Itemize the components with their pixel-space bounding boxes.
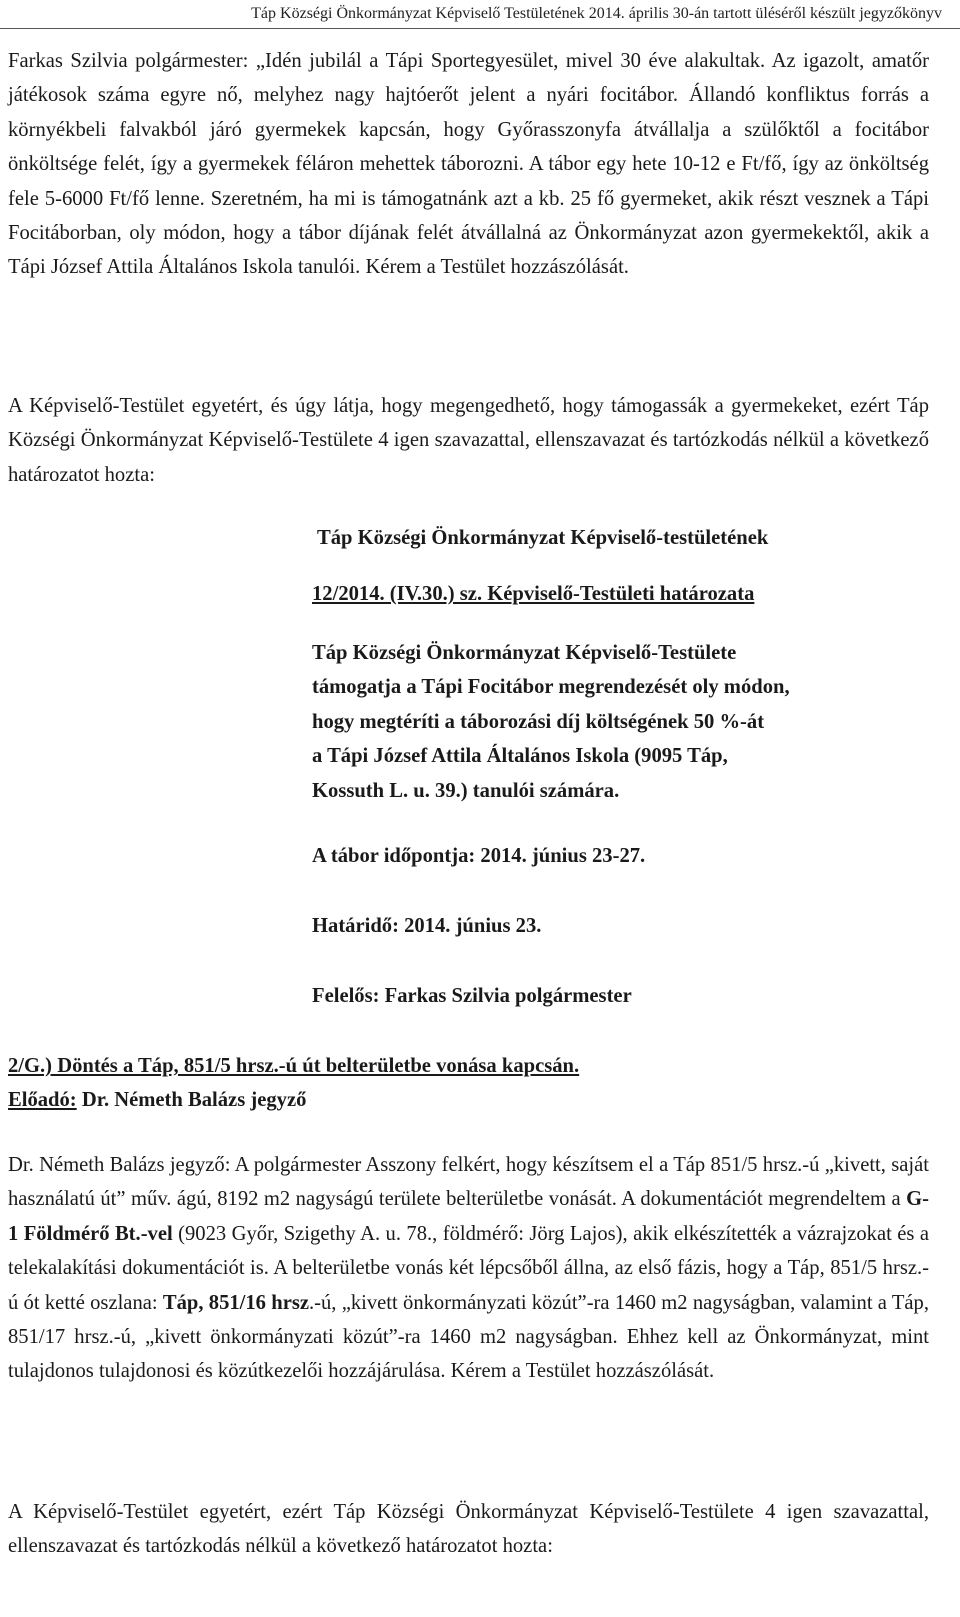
- surveyor-company: G-1 Földmérő Bt.-vel: [8, 1188, 929, 1245]
- council-decision-paragraph: A Képviselő-Testület egyetért, és úgy látja, hogy megengedhető, hogy támogassák a gyermekeket, ezért Táp Községi Önkormányzat Képviselő-Testülete 4 igen szavazattal, ellenszavazat és tartózkodás nélkül a következő határozatot hozta:: [8, 395, 929, 486]
- notary-text-a: Dr. Németh Balázs jegyző: A polgármester Asszony felkért, hogy készítsem el a Táp 851/5 hrsz.-ú „kivett, saját használatú út” műv. ágú, 8192 m2 nagyságú területe belterületbe vonását. A dokumentációt megrendeltem a: [8, 1154, 929, 1211]
- resolution-body-line: hogy megtéríti a táborozási díj költségének 50 %-át: [312, 710, 765, 733]
- resolution-body-line: támogatja a Tápi Focitábor megrendezését oly módon,: [312, 676, 790, 699]
- resolution-number: 12/2014. (IV.30.) sz. Képviselő-Testületi határozata: [312, 583, 755, 605]
- resolution-deadline: Határidő: 2014. június 23.: [312, 915, 542, 937]
- header-divider: [0, 28, 960, 29]
- camp-date: A tábor időpontja: 2014. június 23-27.: [312, 845, 646, 867]
- notary-text-b: (9023 Győr, Szigethy A. u. 78., földmérő: Jörg Lajos), akik elkészítették a vázrajzokat és a telekalakítási dokumentációt is. A belterületbe vonás két lépcsőből állna, az első fázis, hogy a Táp, 851/5 hrsz.-ú ót ketté oszlana:: [8, 1222, 929, 1314]
- parcel-number: Táp, 851/16 hrsz: [162, 1291, 309, 1314]
- resolution-title: Táp Községi Önkormányzat Képviselő-testületének: [317, 527, 769, 549]
- resolution-body-line: Táp Községi Önkormányzat Képviselő-Testülete: [312, 642, 737, 664]
- council-decision-paragraph-2: A Képviselő-Testület egyetért, ezért Táp Községi Önkormányzat Képviselő-Testülete 4 igen szavazattal, ellenszavazat és tartózkodás nélkül a következő határozatot hozta:: [8, 1501, 929, 1558]
- mayor-statement-paragraph: Farkas Szilvia polgármester: „Idén jubilál a Tápi Sportegyesület, mivel 30 éve alakultak. Az igazolt, amatőr játékosok száma egyre nő, melyhez nagy hajtóerőt jelent a nyári focitábor. Állandó konfliktus forrás a környékbeli falvakból járó gyermekek kapcsán, hogy Győrasszonyfa átvállalja a szülőktől a focitábor önköltsége felét, így a gyermekek féláron mehettek táborozni. A tábor egy hete 10-12 e Ft/fő, így az önköltség fele 5-6000 Ft/fő lenne. Szeretném, ha mi is támogatnánk azt a kb. 25 fő gyermeket, akik részt vesznek a Tápi Focitáborban, oly módon, hogy a tábor díjának felét átvállalná az Önkormányzat azon gyermekektől, akik a Tápi József Attila Általános Iskola tanulói. Kérem a Testület hozzászólását.: [8, 50, 929, 279]
- notary-statement-paragraph: [8, 1148, 929, 1389]
- resolution-body: [312, 636, 790, 808]
- presenter-label: Előadó:: [8, 1089, 77, 1111]
- notary-text-c: .-ú, „kivett önkormányzati közút”-ra 1460 m2 nagyságban, valamint a Táp, 851/17 hrsz.-ú, „kivett önkormányzati közút”-ra 1460 m2 nagyságban. Ehhez kell az Önkormányzat, mint tulajdonos tulajdonosi és közútkezelői hozzájárulása. Kérem a Testület hozzászólását.: [8, 1291, 929, 1383]
- resolution-body-line: Kossuth L. u. 39.) tanulói számára.: [312, 779, 620, 802]
- resolution-responsible: Felelős: Farkas Szilvia polgármester: [312, 985, 632, 1007]
- resolution-body-line: a Tápi József Attila Általános Iskola (9095 Táp,: [312, 745, 728, 768]
- running-header: Táp Községi Önkormányzat Képviselő Testületének 2014. április 30-án tartott üléséről készült jegyzőkönyv: [251, 5, 942, 22]
- presenter-name: Dr. Németh Balázs jegyző: [76, 1089, 307, 1111]
- agenda-presenter: [8, 1089, 306, 1112]
- agenda-item-title: 2/G.) Döntés a Táp, 851/5 hrsz.-ú út belterületbe vonása kapcsán.: [8, 1055, 580, 1077]
